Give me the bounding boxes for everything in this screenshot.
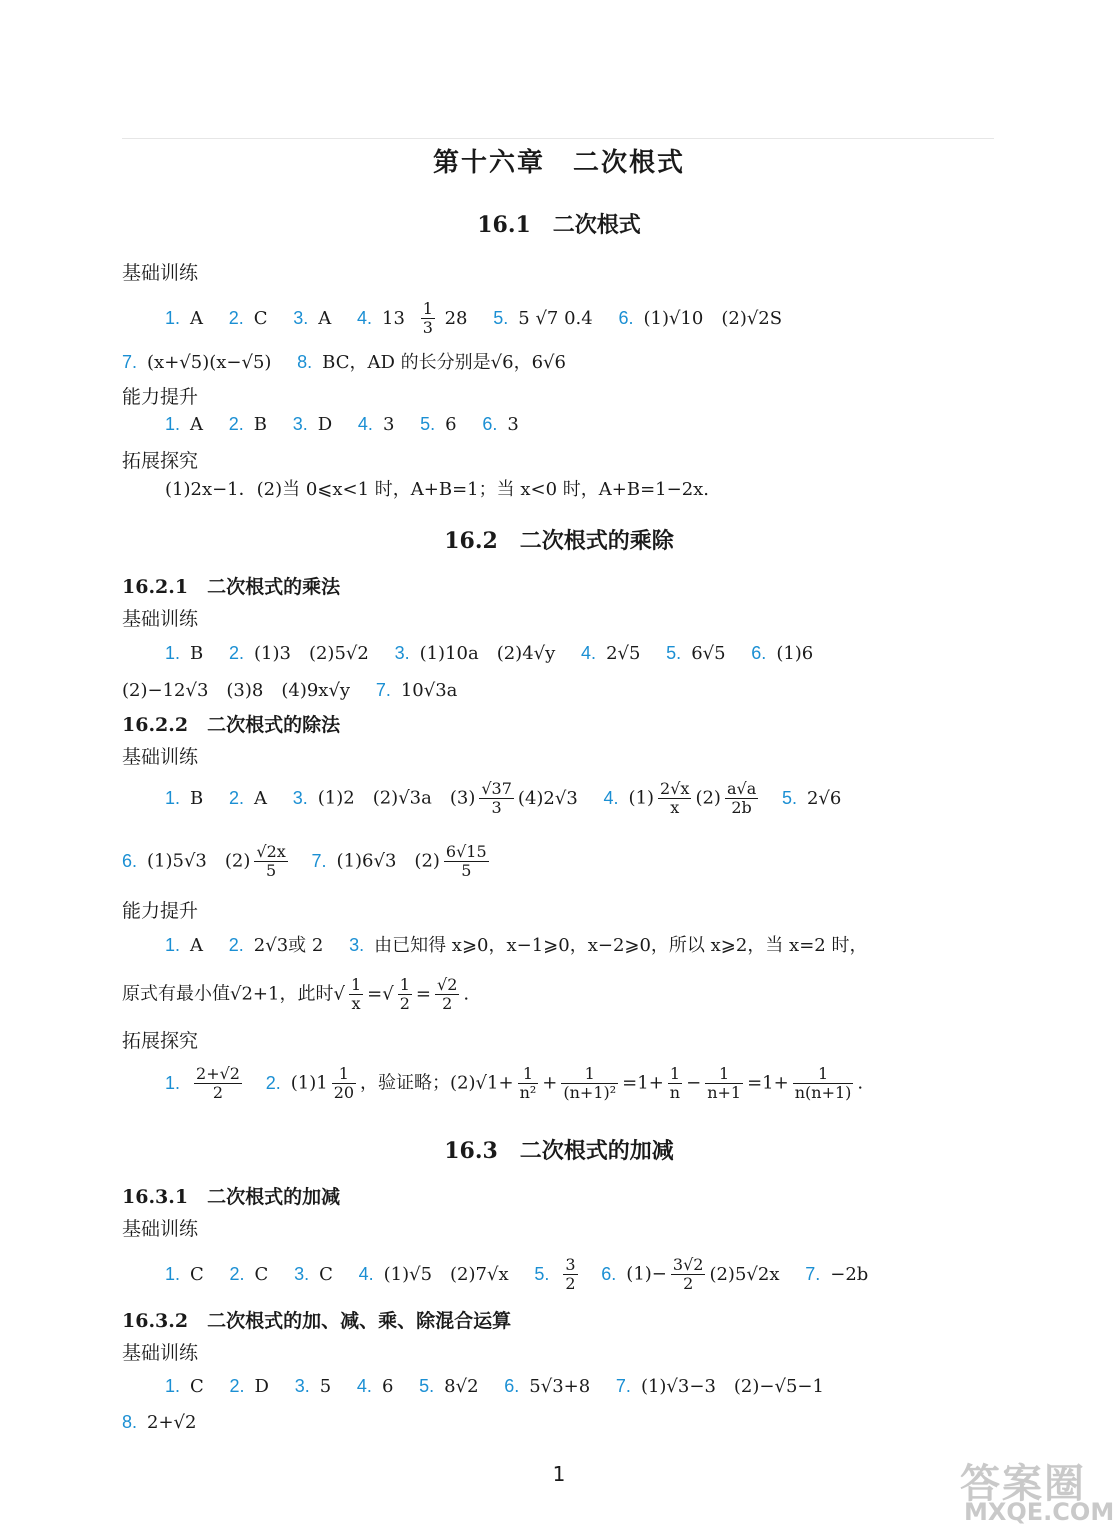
question-number: 2. bbox=[228, 307, 244, 328]
answer: (x+√5)(x−√5) bbox=[147, 352, 272, 373]
answer: A bbox=[190, 307, 204, 329]
question-number: 6. bbox=[618, 307, 634, 328]
answer-line: 1. B 2. (1)3 (2)5√2 3. (1)10a (2)4√y 4. 2√5 5. 6√5 6. (1)6 bbox=[165, 643, 814, 664]
answer: BC，AD 的长分别是√6，6√6 bbox=[322, 352, 566, 373]
answer: 5 √7 0.4 bbox=[518, 307, 593, 329]
answer-line: 1. A 2. B 3. D 4. 3 5. 6 6. 3 bbox=[165, 414, 519, 435]
answer-line: (2)−12√3 (3)8 (4)9x√y 7. 10√3a bbox=[122, 680, 458, 701]
explore-answer: (1)2x−1．(2)当 0⩽x<1 时，A+B=1；当 x<0 时，A+B=1−2x. bbox=[165, 479, 710, 500]
answer-line: 1. $\frac{2+√2}{2}$ 2. (1)1 $\frac{1}{20}$ ，验证略；(2)√1+ $\frac{1}{\text{n²}}$ + $\frac{1}{\text{(n+1)²}}$ =1+ $\frac{1}{n}$ − $\frac{1}{n+1}$ =1+ $\frac{1}{n(n+1)}$ . bbox=[165, 1064, 864, 1102]
answer-line: 8. 2+√2 bbox=[122, 1412, 197, 1433]
question-number: 1. bbox=[165, 307, 181, 328]
subsection-title-16-2-1: 16.2.1 二次根式的乘法 bbox=[122, 576, 341, 598]
category-basic-training: 基础训练 bbox=[122, 608, 199, 630]
answer: 28 bbox=[444, 307, 468, 329]
subsection-title-16-3-1: 16.3.1 二次根式的加减 bbox=[122, 1186, 341, 1208]
answer: C bbox=[253, 307, 268, 329]
page-number: 1 bbox=[552, 1462, 566, 1486]
category-explore: 拓展探究 bbox=[122, 450, 199, 472]
question-number: 5. bbox=[493, 307, 509, 328]
question-number: 4. bbox=[357, 307, 373, 328]
category-basic-training: 基础训练 bbox=[122, 262, 199, 284]
subsection-title-16-2-2: 16.2.2 二次根式的除法 bbox=[122, 714, 341, 736]
answer-line bbox=[165, 300, 788, 337]
category-basic-training: 基础训练 bbox=[122, 746, 199, 768]
answer: (1)√10 (2)√2S bbox=[643, 307, 783, 329]
subsection-title-16-3-2: 16.3.2 二次根式的加、减、乘、除混合运算 bbox=[122, 1310, 512, 1332]
answer: 13 bbox=[382, 307, 405, 329]
section-title-16-3: 16.3 二次根式的加减 bbox=[444, 1138, 674, 1164]
question-number: 3. bbox=[293, 307, 309, 328]
category-explore: 拓展探究 bbox=[122, 1030, 199, 1052]
answer-line: 6. (1)5√3 (2) $\frac{√2x}{5}$ 7. (1)6√3 (2) $\frac{6√15}{5}$ bbox=[122, 842, 487, 880]
chapter-title: 第十六章 二次根式 bbox=[432, 148, 685, 178]
answer-line bbox=[122, 350, 572, 375]
watermark-logo: 答案圈 MXQE.COM bbox=[960, 1461, 1115, 1526]
answer-line: 1. C 2. C 3. C 4. (1)√5 (2)7√x 5. $\frac{3}{2}$ 6. (1)− $\frac{3√2}{2}$ (2)5√2x 7. −2b bbox=[165, 1255, 869, 1293]
answer: A bbox=[318, 307, 332, 329]
question-number: 7. bbox=[122, 352, 138, 372]
section-title-16-2: 16.2 二次根式的乘除 bbox=[444, 528, 674, 554]
category-basic-training: 基础训练 bbox=[122, 1342, 199, 1364]
answer-line: 1. A 2. 2√3或 2 3. 由已知得 x⩾0，x−1⩾0，x−2⩾0，所以 x⩾2，当 x=2 时， bbox=[165, 935, 868, 956]
category-basic-training: 基础训练 bbox=[122, 1218, 199, 1240]
category-ability: 能力提升 bbox=[122, 386, 199, 408]
question-number: 8. bbox=[297, 352, 313, 372]
fraction: $\frac{1}{3}$ bbox=[422, 299, 433, 337]
category-ability: 能力提升 bbox=[122, 900, 199, 922]
answer-line: 1. B 2. A 3. (1)2 (2)√3a (3) $\frac{√37}{3}$ (4)2√3 4. (1) $\frac{2√x}{x}$ (2) $\frac{a√a}{2b}$ 5. 2√6 bbox=[165, 779, 842, 817]
answer-line: 原式有最小值√2+1，此时√ $\frac{1}{x}$ =√ $\frac{1}{2}$ = $\frac{√2}{2}$ . bbox=[122, 975, 470, 1013]
section-title-16-1: 16.1 二次根式 bbox=[477, 212, 641, 238]
header-rule bbox=[122, 138, 994, 139]
answer-line: 1. C 2. D 3. 5 4. 6 5. 8√2 6. 5√3+8 7. (1)√3−3 (2)−√5−1 bbox=[165, 1376, 824, 1397]
